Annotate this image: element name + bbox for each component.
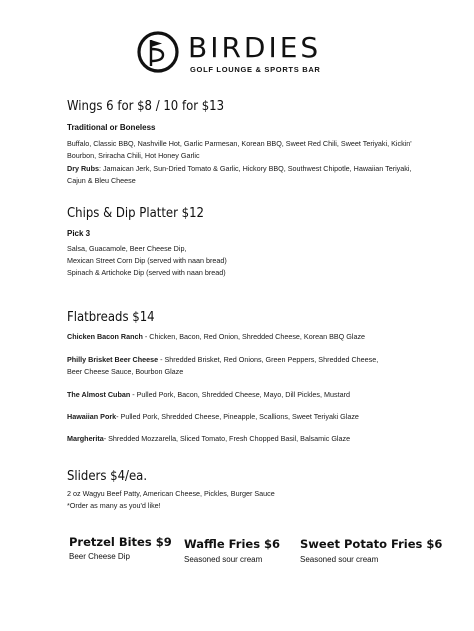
flatbread-desc: - Pulled Pork, Bacon, Shredded Cheese, Mayo, Dill Pickles, Mustard	[130, 390, 350, 399]
brand-name: BIRDIES	[188, 31, 322, 64]
chips-item: Mexican Street Corn Dip (served with naan bread)	[67, 256, 227, 265]
dry-rubs-label: Dry Rubs	[67, 164, 99, 173]
chips-item: Salsa, Guacamole, Beer Cheese Dip,	[67, 244, 187, 253]
brand-tagline: GOLF LOUNGE & SPORTS BAR	[190, 65, 321, 74]
logo	[136, 30, 336, 80]
pretzel-bites-title: Pretzel Bites $9	[69, 535, 172, 549]
dry-rubs-list: : Jamaican Jerk, Sun-Dried Tomato & Garlic, Hickory BBQ, Southwest Chipotle, Hawaiian Teriyaki,	[98, 164, 412, 173]
flatbread-name: Hawaiian Pork	[67, 412, 117, 421]
flatbread-item	[67, 411, 359, 423]
chips-title: Chips & Dip Platter $12	[67, 206, 204, 221]
flatbread-item	[67, 389, 350, 401]
wings-dry-rubs-line2: Cajun & Bleu Cheese	[67, 176, 136, 185]
flatbread-desc: - Shredded Mozzarella, Sliced Tomato, Fresh Chopped Basil, Balsamic Glaze	[103, 434, 351, 443]
sweet-potato-fries-title: Sweet Potato Fries $6	[300, 537, 443, 551]
flatbread-name: Philly Brisket Beer Cheese	[67, 355, 159, 364]
flatbread-item	[67, 331, 365, 343]
sliders-title: Sliders $4/ea.	[67, 469, 148, 484]
sliders-note: *Order as many as you'd like!	[67, 501, 161, 510]
flatbread-name: Chicken Bacon Ranch	[67, 332, 143, 341]
wings-subtitle: Traditional or Boneless	[67, 123, 156, 132]
pretzel-bites-desc: Beer Cheese Dip	[69, 552, 130, 561]
flatbread-desc: - Pulled Pork, Shredded Cheese, Pineapple, Scallions, Sweet Teriyaki Glaze	[116, 412, 359, 421]
golf-flag-logo-icon	[136, 30, 180, 74]
waffle-fries-desc: Seasoned sour cream	[184, 555, 263, 564]
wings-dry-rubs-line1	[67, 163, 411, 175]
flatbread-item	[67, 433, 350, 445]
sweet-potato-fries-desc: Seasoned sour cream	[300, 555, 379, 564]
flatbread-desc-line2: Beer Cheese Sauce, Bourbon Glaze	[67, 367, 184, 376]
flatbread-name: The Almost Cuban	[67, 390, 131, 399]
wings-flavors-line1: Buffalo, Classic BBQ, Nashville Hot, Garlic Parmesan, Korean BBQ, Sweet Red Chili, Sweet Teriyaki, Kickin'	[67, 139, 412, 148]
chips-subtitle: Pick 3	[67, 229, 91, 238]
waffle-fries-title: Waffle Fries $6	[184, 537, 281, 551]
flatbread-desc: - Shredded Brisket, Red Onions, Green Peppers, Shredded Cheese,	[158, 355, 379, 364]
wings-title: Wings 6 for $8 / 10 for $13	[67, 99, 225, 114]
flatbreads-title: Flatbreads $14	[67, 310, 155, 325]
wings-flavors-line2: Bourbon, Sriracha Chili, Hot Honey Garlic	[67, 151, 200, 160]
flatbread-item	[67, 354, 378, 366]
flatbread-name: Margherita	[67, 434, 104, 443]
sliders-desc: 2 oz Wagyu Beef Patty, American Cheese, Pickles, Burger Sauce	[67, 489, 275, 498]
flatbread-desc: - Chicken, Bacon, Red Onion, Shredded Cheese, Korean BBQ Glaze	[142, 332, 366, 341]
chips-item: Spinach & Artichoke Dip (served with naan bread)	[67, 268, 226, 277]
